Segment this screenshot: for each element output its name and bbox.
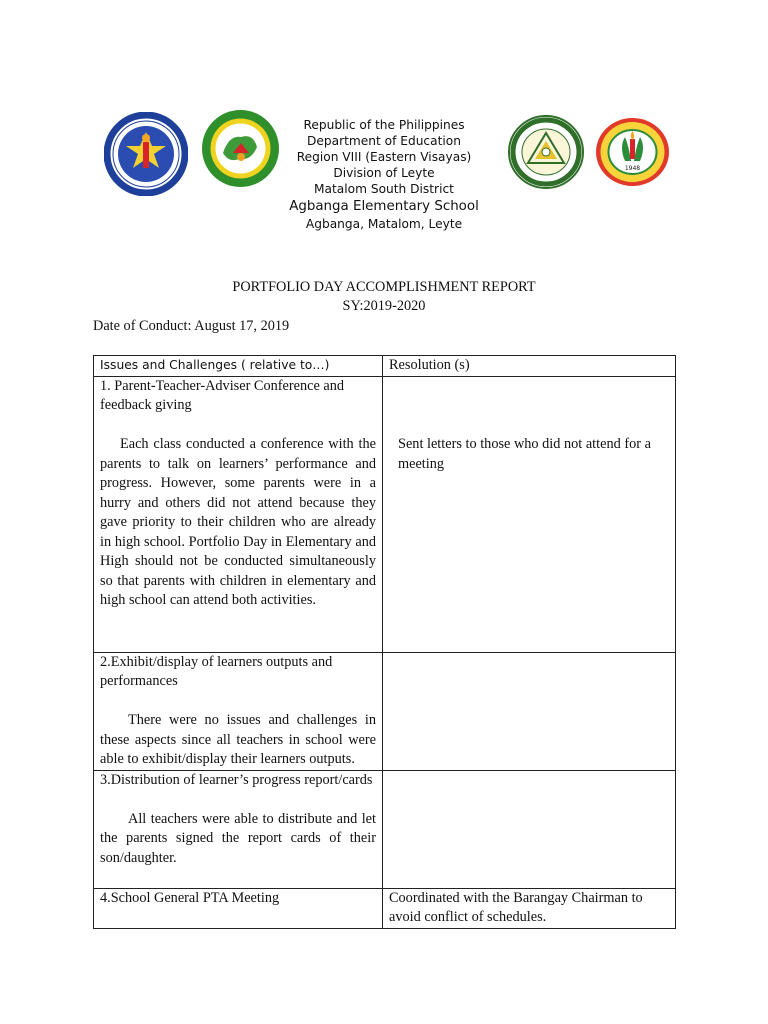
table-row (94, 376, 676, 652)
table-row (94, 770, 676, 888)
report-school-year: SY:2019-2020 (342, 298, 426, 314)
header-school-name: Agbanga Elementary School (289, 199, 479, 214)
school-seal-year: 1948 (624, 165, 641, 172)
deped-seal (104, 112, 188, 196)
resolution-cell (383, 770, 676, 888)
issue-title: 3.Distribution of learner’s progress report/cards (100, 771, 373, 788)
header-republic: Republic of the Philippines (303, 118, 465, 132)
issue-cell (94, 376, 383, 652)
col-issues-header: Issues and Challenges ( relative to…) (94, 356, 383, 377)
report-title-block (134, 278, 634, 316)
col-resolution-header: Resolution (s) (383, 356, 676, 377)
accomplishment-table (93, 355, 676, 929)
header-department: Department of Education (307, 134, 461, 148)
issue-cell (94, 652, 383, 770)
issue-title: 4.School General PTA Meeting (100, 889, 280, 906)
header-district: Matalom South District (314, 182, 454, 196)
resolution-cell (383, 652, 676, 770)
issue-cell (94, 770, 383, 888)
issue-cell (94, 888, 383, 928)
header-division: Division of Leyte (333, 166, 435, 180)
header-address: Agbanga, Matalom, Leyte (305, 217, 463, 231)
date-of-conduct: Date of Conduct: August 17, 2019 (93, 318, 290, 334)
report-title: PORTFOLIO DAY ACCOMPLISHMENT REPORT (232, 279, 536, 295)
resolution-cell: Coordinated with the Barangay Chairman to avoid conflict of schedules. (383, 888, 676, 928)
table-header-row (94, 356, 676, 377)
issue-body: There were no issues and challenges in these aspects since all teachers in school were able to exhibit/display their learners outputs. (100, 712, 376, 767)
issue-title: 2.Exhibit/display of learners outputs and performances (100, 653, 333, 689)
issue-title: 1. Parent-Teacher-Adviser Conference and feedback giving (100, 377, 345, 413)
header-region: Region VIII (Eastern Visayas) (296, 150, 472, 164)
table-row (94, 888, 676, 928)
issue-body: All teachers were able to distribute and let the parents signed the report cards of their son/daughter. (100, 810, 376, 866)
resolution-cell (383, 376, 676, 652)
issue-body: Each class conducted a conference with the parents to talk on learners’ performance and progress. However, some parents were in a hurry and others did not attend because they gave priority to their children who are already in high school. Portfolio Day in Elementary and High should not be conducted simultaneously so that parents with children in elementary and high school can attend both activities. (100, 436, 376, 608)
school-seal (595, 117, 670, 187)
table-row (94, 652, 676, 770)
resolution-text: Sent letters to those who did not attend for a meeting (398, 436, 651, 472)
letterhead (234, 117, 534, 232)
